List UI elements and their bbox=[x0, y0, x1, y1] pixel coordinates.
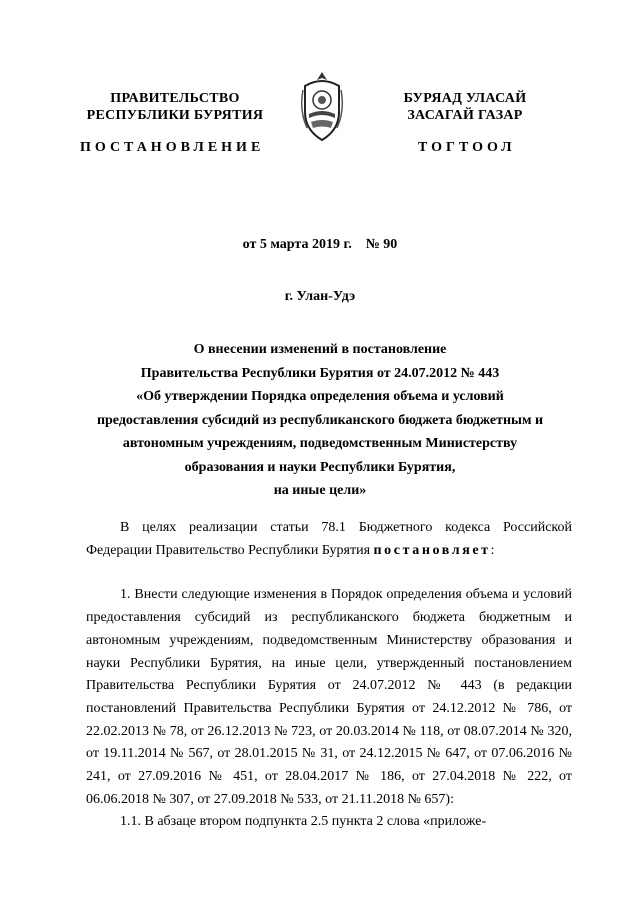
paragraph-1-1: 1.1. В абзаце втором подпункта 2.5 пункта 2 слова «приложе- bbox=[120, 814, 487, 830]
paragraph-1: 1. Внести следующие изменения в Порядок определения объема и условий предоставления субсидий из республиканского бюджета бюджетным и автономным учреждениям, подведомственным Министерству образования и науки Республики Бурятия, на иные цели, утвержденный постановлением Правительства Республики Бурятия от 24.07.2012 № 443 (в редакции постановлений Правительства Республики Бурятия от 24.12.2012 № 786, от 22.02.2013 № 78, от 26.12.2013 № 723, от 20.03.2014 № 118, от 08.07.2014 № 320, от 19.11.2014 № 567, от 28.01.2015 № 31, от 24.12.2015 № 647, от 07.06.2016 № 241, от 27.09.2016 № 451, от 28.04.2017 № 186, от 27.04.2018 № 222, от 06.06.2018 № 307, от 27.09.2018 № 533, от 21.11.2018 № 657): bbox=[86, 587, 572, 807]
date-and-number: от 5 марта 2019 г. № 90 bbox=[242, 237, 398, 252]
document-body bbox=[86, 517, 572, 834]
preamble-paragraph bbox=[86, 517, 572, 562]
header-left-line-2: РЕСПУБЛИКИ БУРЯТИЯ bbox=[86, 108, 264, 123]
header-right-block bbox=[360, 90, 570, 124]
coat-of-arms-emblem bbox=[297, 70, 347, 142]
title-line: О внесении изменений в постановление bbox=[193, 342, 447, 357]
title-line: предоставления субсидий из республиканского бюджета бюджетным и bbox=[96, 412, 544, 428]
document-title bbox=[90, 338, 550, 503]
title-line: образования и науки Республики Бурятия, bbox=[184, 459, 456, 475]
title-line: автономным учреждениям, подведомственным Министерству bbox=[122, 436, 518, 451]
preamble-text: В целях реализации статьи 78.1 Бюджетного кодекса Российской Федерации Правительство Республики Бурятия bbox=[86, 520, 572, 558]
preamble-end: : bbox=[490, 542, 495, 558]
title-line: на иные цели» bbox=[273, 483, 367, 498]
header-left-line-1: ПРАВИТЕЛЬСТВО bbox=[110, 91, 240, 106]
title-line: «Об утверждении Порядка определения объема и условий bbox=[136, 389, 504, 404]
header-right-line-1: БУРЯАД УЛАСАЙ bbox=[403, 91, 527, 106]
title-line: Правительства Республики Бурятия от 24.07.2012 № 443 bbox=[140, 365, 500, 381]
preamble-keyword: постановляет bbox=[373, 542, 491, 558]
header-left-block bbox=[60, 90, 290, 124]
doc-type-buryat: ТОГТООЛ bbox=[418, 140, 516, 155]
header-right-line-2: ЗАСАГАЙ ГАЗАР bbox=[407, 108, 523, 123]
place-of-issue: г. Улан-Удэ bbox=[284, 289, 356, 304]
doc-type-russian: ПОСТАНОВЛЕНИЕ bbox=[80, 140, 265, 155]
